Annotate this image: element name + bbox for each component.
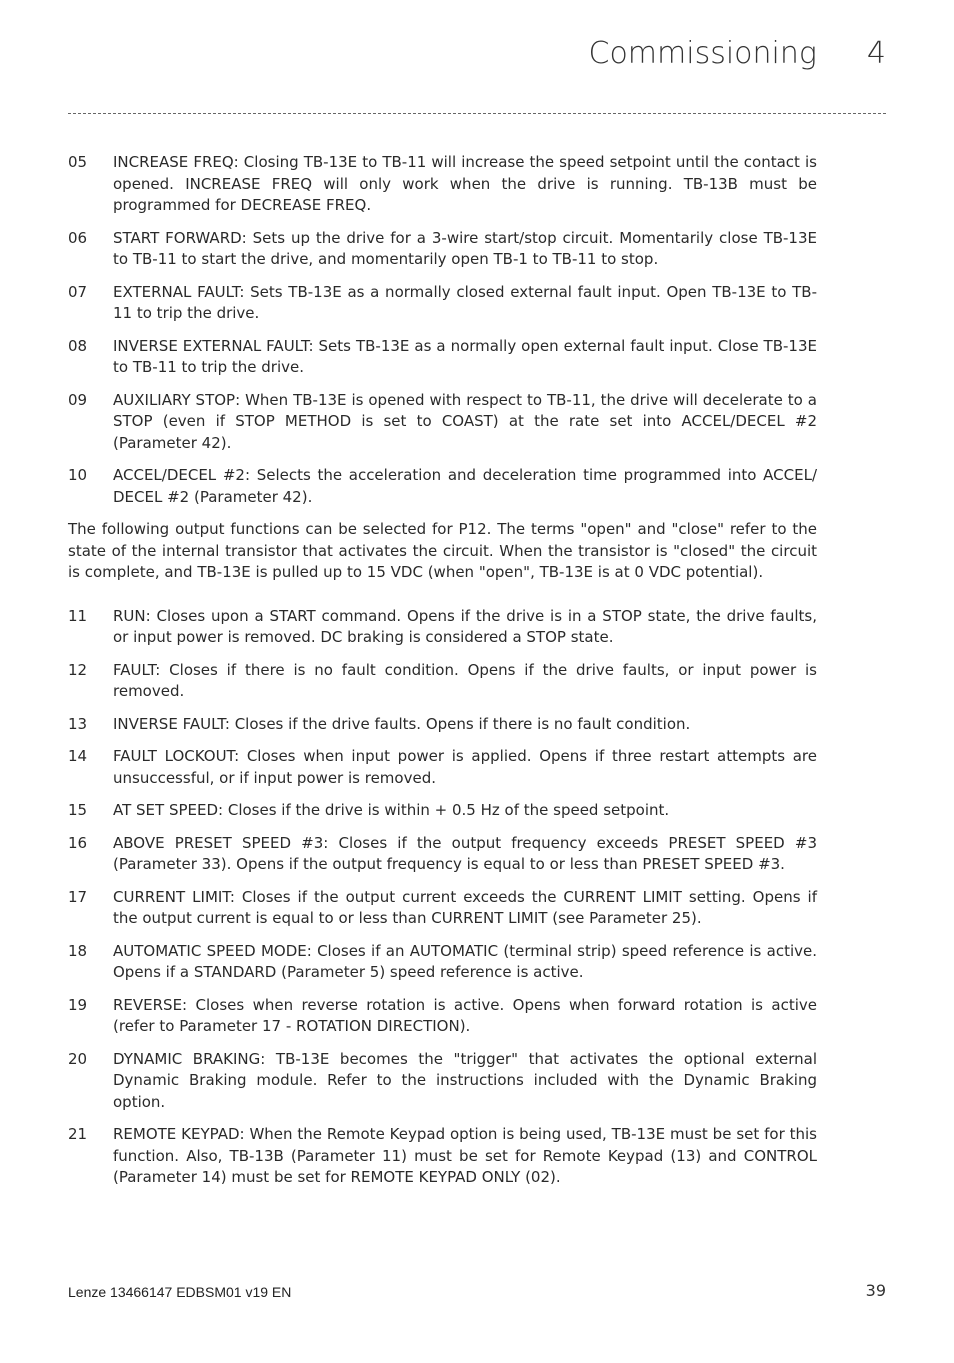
item-number: 18: [68, 941, 88, 960]
page-header: [589, 36, 887, 71]
list-item: [68, 887, 817, 930]
item-text: ACCEL/DECEL #2: Selects the acceleration and deceleration time programmed into ACCEL/ DECEL #2 (Parameter 42).: [113, 466, 817, 506]
item-text: START FORWARD: Sets up the drive for a 3-wire start/stop circuit. Momentarily close TB-13E to TB-11 to start the drive, and momentarily open TB-1 to TB-11 to stop.: [113, 228, 817, 268]
item-number: 15: [68, 801, 88, 819]
list-item: [68, 282, 817, 325]
intro-paragraph: The following output functions can be selected for P12. The terms "open" and "close" refer to the state of the internal transistor that activates the circuit. When the transistor is "closed" the circuit is complete, and TB-13E is pulled up to 15 VDC (when "open", TB-13E is at 0 VDC potential).: [68, 520, 817, 581]
page-number: 39: [865, 1281, 886, 1300]
item-number: 19: [68, 995, 88, 1014]
item-text: INVERSE EXTERNAL FAULT: Sets TB-13E as a normally open external fault input. Close TB-13E to TB-11 to trip the drive.: [113, 336, 817, 376]
item-text: REVERSE: Closes when reverse rotation is active. Opens when forward rotation is active (refer to Parameter 17 - ROTATION DIRECTION).: [113, 995, 817, 1035]
list-item: [68, 336, 817, 379]
item-text: FAULT: Closes if there is no fault condition. Opens if the drive faults, or input power is removed.: [113, 660, 817, 700]
document-id: Lenze 13466147 EDBSM01 v19 EN: [68, 1284, 292, 1300]
list-item: [68, 941, 817, 984]
item-text: AUXILIARY STOP: When TB-13E is opened with respect to TB-11, the drive will decelerate to a STOP (even if STOP METHOD is set to COAST) at the rate set into ACCEL/DECEL #2 (Parameter 42).: [113, 390, 817, 452]
list-item: [68, 228, 817, 271]
item-text: ABOVE PRESET SPEED #3: Closes if the output frequency exceeds PRESET SPEED #3 (Parameter 33). Opens if the output frequency is equal to or less than PRESET SPEED #3.: [113, 833, 817, 873]
list-item: [68, 714, 817, 736]
chapter-title: Commissioning: [588, 36, 817, 71]
list-item: [68, 390, 817, 455]
list-item: [68, 152, 817, 217]
list-item: [68, 606, 817, 649]
item-text: EXTERNAL FAULT: Sets TB-13E as a normally closed external fault input. Open TB-13E to TB-11 to trip the drive.: [113, 282, 817, 322]
list-item: [68, 465, 817, 508]
list-item: [68, 800, 817, 822]
item-number: 06: [68, 228, 88, 247]
list-item: [68, 1049, 817, 1114]
list-item: [68, 833, 817, 876]
item-number: 08: [68, 336, 88, 355]
page-content: [68, 152, 817, 1200]
output-functions-list: [68, 606, 817, 1189]
item-text: DYNAMIC BRAKING: TB-13E becomes the "trigger" that activates the optional external Dynamic Braking module. Refer to the instructions included with the Dynamic Braking option.: [113, 1049, 817, 1111]
header-divider: [68, 113, 886, 114]
item-number: 12: [68, 660, 88, 679]
item-number: 21: [68, 1125, 88, 1143]
list-item: [68, 660, 817, 703]
item-text: FAULT LOCKOUT: Closes when input power is applied. Opens if three restart attempts are unsuccessful, or if input power is removed.: [113, 747, 817, 787]
input-functions-list: [68, 152, 817, 508]
item-text: INCREASE FREQ: Closing TB-13E to TB-11 will increase the speed setpoint until the contact is opened. INCREASE FREQ will only work when the drive is running. TB-13B must be programmed for DECREASE FREQ.: [113, 153, 817, 214]
item-number: 07: [68, 282, 88, 301]
chapter-number: 4: [866, 36, 886, 71]
item-text: CURRENT LIMIT: Closes if the output current exceeds the CURRENT LIMIT setting. Opens if the output current is equal to or less than CURRENT LIMIT (see Parameter 25).: [113, 887, 817, 927]
item-number: 11: [68, 606, 88, 625]
item-number: 05: [68, 153, 88, 171]
item-text: AUTOMATIC SPEED MODE: Closes if an AUTOMATIC (terminal strip) speed reference is active. Opens if a STANDARD (Parameter 5) speed reference is active.: [113, 941, 817, 981]
item-number: 09: [68, 390, 88, 409]
item-number: 13: [68, 714, 88, 733]
item-text: REMOTE KEYPAD: When the Remote Keypad option is being used, TB-13E must be set for this function. Also, TB-13B (Parameter 11) must be set for Remote Keypad (13) and CONTROL (Parameter 14) must be set for REMOTE KEYPAD ONLY (02).: [113, 1125, 817, 1186]
item-number: 16: [68, 833, 88, 852]
item-text: RUN: Closes upon a START command. Opens if the drive is in a STOP state, the drive faults, or input power is removed. DC braking is considered a STOP state.: [113, 606, 817, 646]
item-number: 14: [68, 747, 88, 765]
item-number: 17: [68, 887, 88, 906]
list-item: [68, 746, 817, 789]
list-item: [68, 1124, 817, 1189]
item-number: 20: [68, 1049, 88, 1068]
item-text: INVERSE FAULT: Closes if the drive faults. Opens if there is no fault condition.: [113, 714, 691, 733]
item-number: 10: [68, 466, 88, 484]
list-item: [68, 995, 817, 1038]
spacer: [68, 595, 817, 606]
item-text: AT SET SPEED: Closes if the drive is within + 0.5 Hz of the speed setpoint.: [113, 801, 670, 819]
